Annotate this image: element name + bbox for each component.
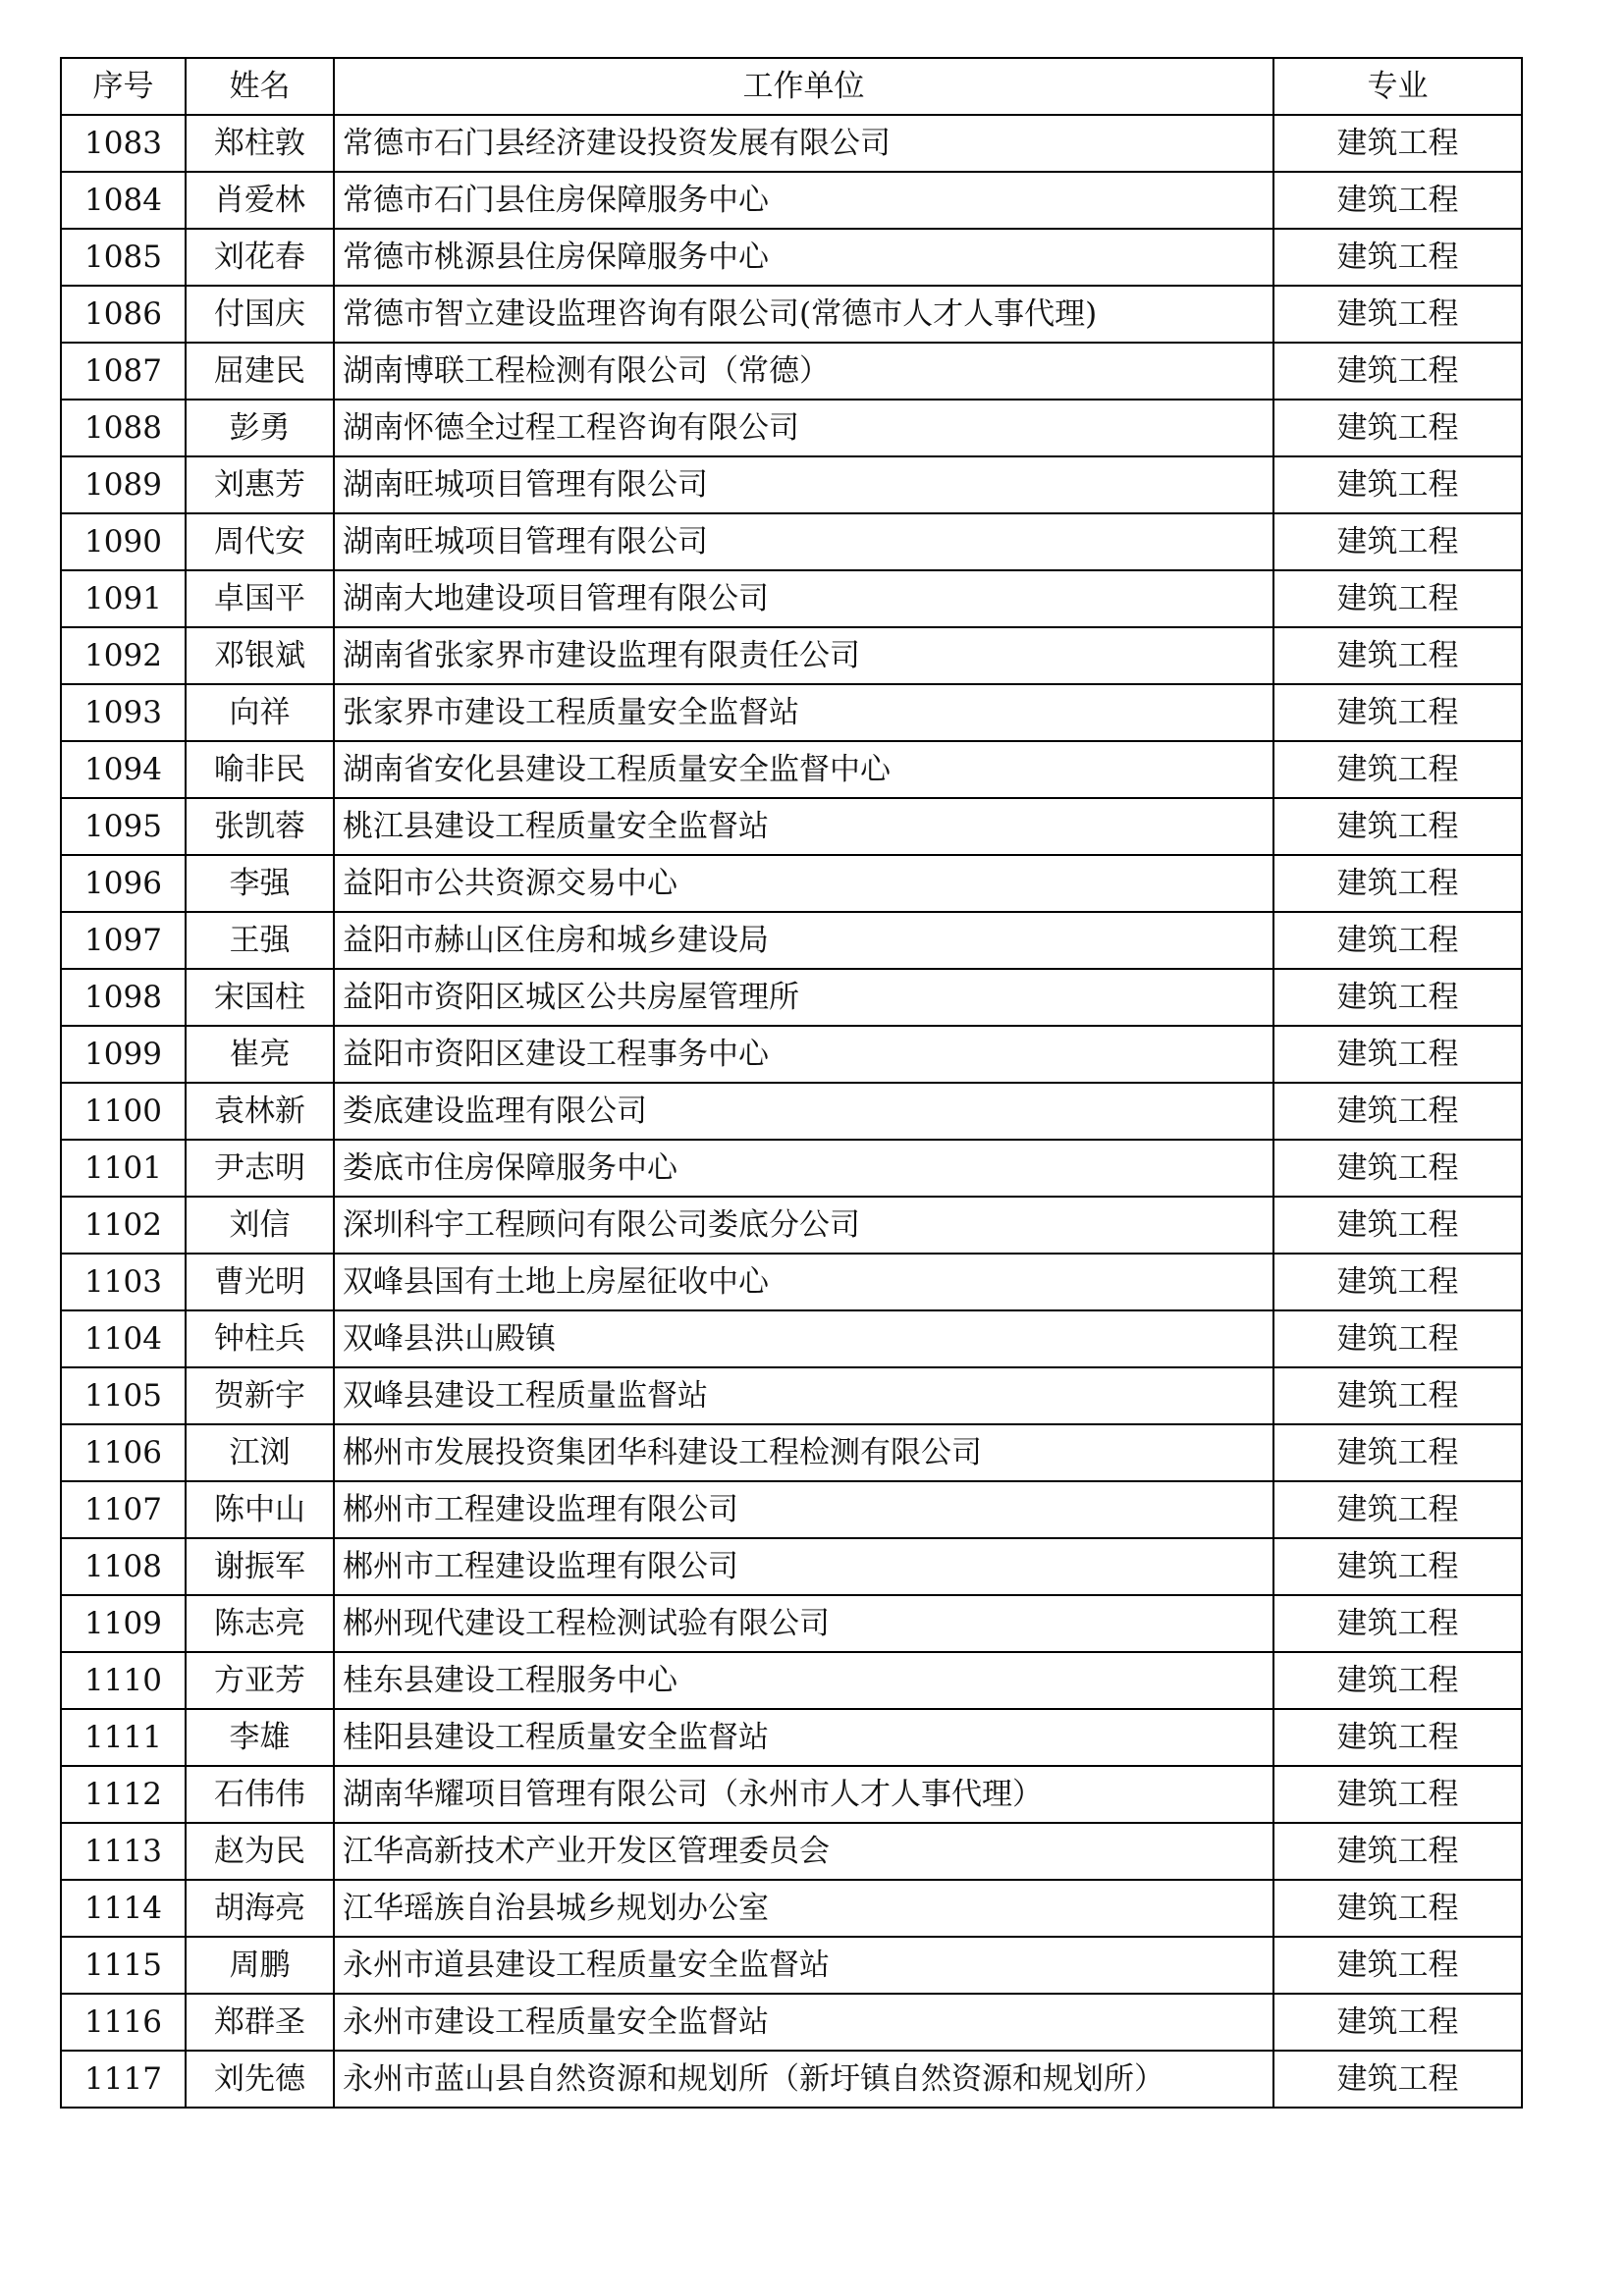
table-row xyxy=(61,400,1522,456)
cell-name: 陈志亮 xyxy=(186,1595,334,1652)
table-row xyxy=(61,115,1522,172)
table-row xyxy=(61,1709,1522,1766)
cell-major: 建筑工程 xyxy=(1273,1367,1522,1424)
cell-major: 建筑工程 xyxy=(1273,570,1522,627)
cell-serial-number: 1107 xyxy=(61,1481,186,1538)
cell-major: 建筑工程 xyxy=(1273,400,1522,456)
cell-name: 曹光明 xyxy=(186,1254,334,1310)
cell-name: 刘先德 xyxy=(186,2051,334,2108)
table-row xyxy=(61,513,1522,570)
cell-serial-number: 1098 xyxy=(61,969,186,1026)
cell-work-unit: 永州市蓝山县自然资源和规划所（新圩镇自然资源和规划所） xyxy=(334,2051,1273,2108)
cell-serial-number: 1109 xyxy=(61,1595,186,1652)
cell-major: 建筑工程 xyxy=(1273,1937,1522,1994)
cell-work-unit: 桂阳县建设工程质量安全监督站 xyxy=(334,1709,1273,1766)
table-row xyxy=(61,684,1522,741)
cell-work-unit: 湖南怀德全过程工程咨询有限公司 xyxy=(334,400,1273,456)
cell-work-unit: 深圳科宇工程顾问有限公司娄底分公司 xyxy=(334,1197,1273,1254)
cell-serial-number: 1096 xyxy=(61,855,186,912)
cell-major: 建筑工程 xyxy=(1273,912,1522,969)
cell-serial-number: 1100 xyxy=(61,1083,186,1140)
table-row xyxy=(61,1424,1522,1481)
personnel-table xyxy=(60,57,1523,2109)
table-row xyxy=(61,798,1522,855)
cell-serial-number: 1095 xyxy=(61,798,186,855)
cell-name: 邓银斌 xyxy=(186,627,334,684)
cell-major: 建筑工程 xyxy=(1273,1766,1522,1823)
cell-major: 建筑工程 xyxy=(1273,456,1522,513)
table-row xyxy=(61,456,1522,513)
cell-major: 建筑工程 xyxy=(1273,115,1522,172)
cell-name: 屈建民 xyxy=(186,343,334,400)
cell-serial-number: 1084 xyxy=(61,172,186,229)
cell-major: 建筑工程 xyxy=(1273,684,1522,741)
cell-work-unit: 湖南省张家界市建设监理有限责任公司 xyxy=(334,627,1273,684)
cell-major: 建筑工程 xyxy=(1273,1083,1522,1140)
header-work-unit: 工作单位 xyxy=(334,58,1273,115)
header-serial-number: 序号 xyxy=(61,58,186,115)
cell-work-unit: 郴州市发展投资集团华科建设工程检测有限公司 xyxy=(334,1424,1273,1481)
header-major: 专业 xyxy=(1273,58,1522,115)
cell-work-unit: 双峰县建设工程质量监督站 xyxy=(334,1367,1273,1424)
cell-name: 郑群圣 xyxy=(186,1994,334,2051)
cell-name: 方亚芳 xyxy=(186,1652,334,1709)
cell-serial-number: 1094 xyxy=(61,741,186,798)
cell-major: 建筑工程 xyxy=(1273,1310,1522,1367)
cell-major: 建筑工程 xyxy=(1273,1595,1522,1652)
cell-name: 喻非民 xyxy=(186,741,334,798)
cell-name: 胡海亮 xyxy=(186,1880,334,1937)
table-row xyxy=(61,1937,1522,1994)
table-row xyxy=(61,570,1522,627)
cell-serial-number: 1108 xyxy=(61,1538,186,1595)
table-row xyxy=(61,741,1522,798)
table-row xyxy=(61,1197,1522,1254)
cell-serial-number: 1104 xyxy=(61,1310,186,1367)
cell-name: 肖爱林 xyxy=(186,172,334,229)
cell-serial-number: 1097 xyxy=(61,912,186,969)
cell-major: 建筑工程 xyxy=(1273,286,1522,343)
cell-work-unit: 桃江县建设工程质量安全监督站 xyxy=(334,798,1273,855)
cell-work-unit: 益阳市资阳区城区公共房屋管理所 xyxy=(334,969,1273,1026)
cell-major: 建筑工程 xyxy=(1273,798,1522,855)
table-row xyxy=(61,1652,1522,1709)
cell-name: 石伟伟 xyxy=(186,1766,334,1823)
table-header-row xyxy=(61,58,1522,115)
cell-name: 贺新宇 xyxy=(186,1367,334,1424)
cell-name: 尹志明 xyxy=(186,1140,334,1197)
cell-major: 建筑工程 xyxy=(1273,1481,1522,1538)
cell-major: 建筑工程 xyxy=(1273,1823,1522,1880)
cell-serial-number: 1101 xyxy=(61,1140,186,1197)
cell-name: 彭勇 xyxy=(186,400,334,456)
cell-name: 张凯蓉 xyxy=(186,798,334,855)
cell-serial-number: 1105 xyxy=(61,1367,186,1424)
cell-major: 建筑工程 xyxy=(1273,1994,1522,2051)
cell-name: 刘信 xyxy=(186,1197,334,1254)
cell-name: 崔亮 xyxy=(186,1026,334,1083)
header-name: 姓名 xyxy=(186,58,334,115)
cell-name: 赵为民 xyxy=(186,1823,334,1880)
cell-serial-number: 1086 xyxy=(61,286,186,343)
table-row xyxy=(61,343,1522,400)
cell-major: 建筑工程 xyxy=(1273,741,1522,798)
table-row xyxy=(61,1254,1522,1310)
cell-major: 建筑工程 xyxy=(1273,1880,1522,1937)
cell-work-unit: 常德市智立建设监理咨询有限公司(常德市人才人事代理) xyxy=(334,286,1273,343)
table-row xyxy=(61,627,1522,684)
cell-work-unit: 郴州现代建设工程检测试验有限公司 xyxy=(334,1595,1273,1652)
cell-major: 建筑工程 xyxy=(1273,172,1522,229)
cell-work-unit: 张家界市建设工程质量安全监督站 xyxy=(334,684,1273,741)
table-body xyxy=(61,115,1522,2108)
cell-major: 建筑工程 xyxy=(1273,229,1522,286)
cell-work-unit: 益阳市公共资源交易中心 xyxy=(334,855,1273,912)
cell-name: 周代安 xyxy=(186,513,334,570)
cell-work-unit: 永州市建设工程质量安全监督站 xyxy=(334,1994,1273,2051)
cell-major: 建筑工程 xyxy=(1273,1652,1522,1709)
cell-work-unit: 益阳市资阳区建设工程事务中心 xyxy=(334,1026,1273,1083)
cell-name: 付国庆 xyxy=(186,286,334,343)
cell-work-unit: 湖南省安化县建设工程质量安全监督中心 xyxy=(334,741,1273,798)
cell-work-unit: 永州市道县建设工程质量安全监督站 xyxy=(334,1937,1273,1994)
cell-serial-number: 1116 xyxy=(61,1994,186,2051)
cell-major: 建筑工程 xyxy=(1273,1254,1522,1310)
cell-work-unit: 娄底建设监理有限公司 xyxy=(334,1083,1273,1140)
cell-work-unit: 娄底市住房保障服务中心 xyxy=(334,1140,1273,1197)
table-row xyxy=(61,1538,1522,1595)
table-row xyxy=(61,1026,1522,1083)
cell-serial-number: 1087 xyxy=(61,343,186,400)
cell-name: 郑柱敦 xyxy=(186,115,334,172)
cell-name: 宋国柱 xyxy=(186,969,334,1026)
cell-name: 刘惠芳 xyxy=(186,456,334,513)
cell-serial-number: 1099 xyxy=(61,1026,186,1083)
cell-serial-number: 1089 xyxy=(61,456,186,513)
table-row xyxy=(61,969,1522,1026)
cell-major: 建筑工程 xyxy=(1273,855,1522,912)
cell-serial-number: 1106 xyxy=(61,1424,186,1481)
table-row xyxy=(61,1310,1522,1367)
cell-major: 建筑工程 xyxy=(1273,1026,1522,1083)
table-row xyxy=(61,1083,1522,1140)
cell-serial-number: 1093 xyxy=(61,684,186,741)
cell-serial-number: 1102 xyxy=(61,1197,186,1254)
table-row xyxy=(61,1481,1522,1538)
cell-work-unit: 常德市石门县住房保障服务中心 xyxy=(334,172,1273,229)
cell-serial-number: 1110 xyxy=(61,1652,186,1709)
cell-major: 建筑工程 xyxy=(1273,513,1522,570)
cell-name: 李强 xyxy=(186,855,334,912)
cell-major: 建筑工程 xyxy=(1273,1140,1522,1197)
table-row xyxy=(61,1140,1522,1197)
cell-work-unit: 常德市石门县经济建设投资发展有限公司 xyxy=(334,115,1273,172)
cell-work-unit: 双峰县洪山殿镇 xyxy=(334,1310,1273,1367)
table-row xyxy=(61,1994,1522,2051)
table-row xyxy=(61,855,1522,912)
cell-serial-number: 1103 xyxy=(61,1254,186,1310)
cell-major: 建筑工程 xyxy=(1273,627,1522,684)
cell-name: 向祥 xyxy=(186,684,334,741)
cell-work-unit: 湖南大地建设项目管理有限公司 xyxy=(334,570,1273,627)
table-row xyxy=(61,912,1522,969)
cell-work-unit: 郴州市工程建设监理有限公司 xyxy=(334,1538,1273,1595)
cell-major: 建筑工程 xyxy=(1273,2051,1522,2108)
cell-name: 周鹏 xyxy=(186,1937,334,1994)
cell-name: 谢振军 xyxy=(186,1538,334,1595)
table-row xyxy=(61,2051,1522,2108)
cell-major: 建筑工程 xyxy=(1273,343,1522,400)
cell-work-unit: 常德市桃源县住房保障服务中心 xyxy=(334,229,1273,286)
table-row xyxy=(61,286,1522,343)
cell-serial-number: 1092 xyxy=(61,627,186,684)
cell-name: 江浏 xyxy=(186,1424,334,1481)
cell-major: 建筑工程 xyxy=(1273,1197,1522,1254)
cell-work-unit: 益阳市赫山区住房和城乡建设局 xyxy=(334,912,1273,969)
cell-major: 建筑工程 xyxy=(1273,1538,1522,1595)
table-row xyxy=(61,229,1522,286)
cell-name: 钟柱兵 xyxy=(186,1310,334,1367)
cell-serial-number: 1090 xyxy=(61,513,186,570)
cell-serial-number: 1083 xyxy=(61,115,186,172)
cell-name: 刘花春 xyxy=(186,229,334,286)
cell-work-unit: 江华瑶族自治县城乡规划办公室 xyxy=(334,1880,1273,1937)
cell-major: 建筑工程 xyxy=(1273,969,1522,1026)
table-row xyxy=(61,1595,1522,1652)
table-row xyxy=(61,1367,1522,1424)
cell-major: 建筑工程 xyxy=(1273,1709,1522,1766)
cell-serial-number: 1091 xyxy=(61,570,186,627)
cell-serial-number: 1088 xyxy=(61,400,186,456)
cell-name: 袁林新 xyxy=(186,1083,334,1140)
cell-name: 王强 xyxy=(186,912,334,969)
table-row xyxy=(61,172,1522,229)
cell-major: 建筑工程 xyxy=(1273,1424,1522,1481)
cell-serial-number: 1085 xyxy=(61,229,186,286)
cell-work-unit: 双峰县国有土地上房屋征收中心 xyxy=(334,1254,1273,1310)
table-row xyxy=(61,1766,1522,1823)
cell-work-unit: 郴州市工程建设监理有限公司 xyxy=(334,1481,1273,1538)
cell-name: 李雄 xyxy=(186,1709,334,1766)
cell-work-unit: 湖南博联工程检测有限公司（常德） xyxy=(334,343,1273,400)
cell-work-unit: 湖南旺城项目管理有限公司 xyxy=(334,513,1273,570)
table-row xyxy=(61,1823,1522,1880)
cell-name: 陈中山 xyxy=(186,1481,334,1538)
cell-serial-number: 1114 xyxy=(61,1880,186,1937)
cell-serial-number: 1111 xyxy=(61,1709,186,1766)
cell-serial-number: 1112 xyxy=(61,1766,186,1823)
cell-serial-number: 1113 xyxy=(61,1823,186,1880)
cell-work-unit: 湖南华耀项目管理有限公司（永州市人才人事代理） xyxy=(334,1766,1273,1823)
cell-name: 卓国平 xyxy=(186,570,334,627)
cell-work-unit: 湖南旺城项目管理有限公司 xyxy=(334,456,1273,513)
cell-work-unit: 江华高新技术产业开发区管理委员会 xyxy=(334,1823,1273,1880)
cell-serial-number: 1117 xyxy=(61,2051,186,2108)
table-row xyxy=(61,1880,1522,1937)
cell-work-unit: 桂东县建设工程服务中心 xyxy=(334,1652,1273,1709)
cell-serial-number: 1115 xyxy=(61,1937,186,1994)
